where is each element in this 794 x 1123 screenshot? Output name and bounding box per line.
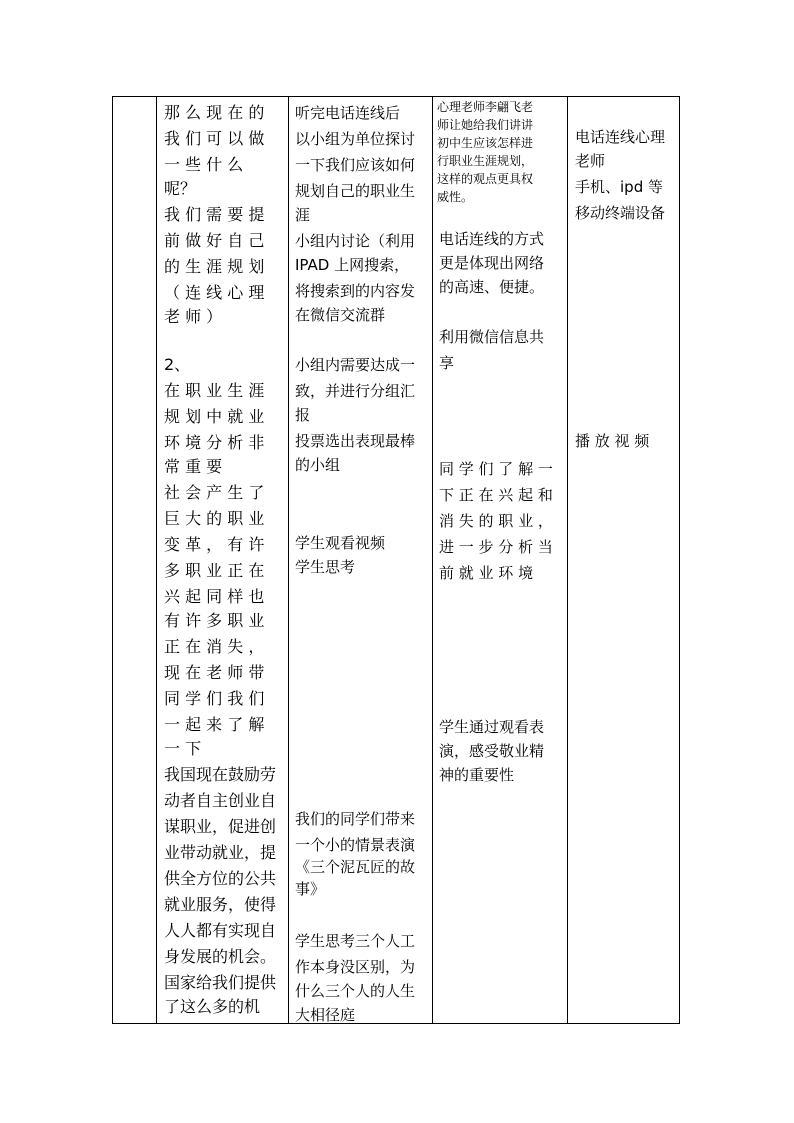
text-line: 小组内讨论（利用 [295,232,416,250]
text-line: 了这么多的机 [164,997,261,1016]
text-line: 业带动就业，提 [164,843,277,862]
text-line: （ 连 线 心 理 [164,283,265,302]
text-line: 听完电话连线后 [295,104,401,122]
text-line: 前 就 业 环 境 [439,564,534,582]
text-line: 演，感受敬业精 [439,742,545,760]
text-line: 多 职 业 正 在 [164,561,265,580]
text-line: 身发展的机会。 [164,947,277,966]
text-line: 规 划 中 就 业 [164,407,265,426]
text-line: 更是体现出网络 [439,254,545,272]
text-line: 正 在 消 失 ， [164,637,265,656]
text-line: 消 失 的 职 业 ， [439,512,553,530]
teacher-activity-cell [157,97,288,1023]
text-line: 动者自主创业自 [164,791,277,810]
text-line: 致，并进行分组汇 [295,382,416,400]
text-line: 报 [295,406,311,424]
text-line: 老 师 ） [164,307,223,326]
text-line: 的小组 [295,456,341,474]
text-line: 进 一 步 分 析 当 [439,538,553,556]
student-activity-cell [289,97,432,1023]
text-line: 巨 大 的 职 业 [164,509,265,528]
text-line: 什么三个人的人生 [295,982,416,1000]
text-line: 手机、ipd 等 [575,178,663,196]
text-line: 电话连线心理 [575,128,666,146]
text-line: 事》 [295,880,326,898]
text-line: 规划自己的职业生 [295,182,416,200]
text-line: 学生思考三个人工 [295,932,416,950]
lesson-plan-table [112,96,680,1024]
text-line: 那 么 现 在 的 [164,103,265,122]
text-line: 一 下 [164,739,202,758]
text-line: 小组内需要达成一 [295,356,416,374]
text-line: 神的重要性 [439,766,515,784]
text-line: 这样的观点更具权 [437,172,534,186]
text-line: 投票选出表现最棒 [295,432,416,450]
text-line: 同 学 们 了 解 一 [439,460,553,478]
text-line: 初中生应该怎样进 [437,136,534,150]
text-line: 大相径庭 [295,1006,356,1023]
text-line: 播 放 视 频 [575,432,650,450]
text-line: 在微信交流群 [295,306,386,324]
text-line: 我国现在鼓励劳 [164,765,277,784]
text-line: 2、 [164,355,191,374]
text-line: 电话连线的方式 [439,230,545,248]
text-line: 利用微信信息共 [439,328,545,346]
text-line: 就业服务，使得 [164,895,277,914]
text-line: 变 革 ， 有 许 [164,535,265,554]
text-line: 享 [439,354,455,372]
text-line: IPAD 上网搜索， [295,256,410,274]
text-line: 前 做 好 自 己 [164,231,265,250]
text-line: 社 会 产 生 了 [164,483,265,502]
text-line: 《三个泥瓦匠的故 [295,858,416,876]
text-line: 现 在 老 师 带 [164,663,265,682]
text-line: 一下我们应该如何 [295,156,416,174]
text-line: 学生通过观看表 [439,718,545,736]
text-line: 环 境 分 析 非 [164,433,265,452]
text-line: 心理老师李翩飞老 [437,100,534,114]
text-line: 涯 [295,206,311,224]
text-line: 移动终端设备 [575,204,666,222]
text-line: 我 们 需 要 提 [164,205,265,224]
text-line: 谋职业，促进创 [164,817,277,836]
text-line: 下 正 在 兴 起 和 [439,486,553,504]
text-line: 作本身没区别，为 [295,958,416,976]
text-line: 的 生 涯 规 划 [164,257,265,276]
design-intent-cell [433,97,567,1023]
text-line: 一 起 来 了 解 [164,715,265,734]
text-line: 的高速、便捷。 [439,278,545,296]
text-line: 有 许 多 职 业 [164,611,265,630]
empty-cell [113,97,156,1023]
text-line: 我 们 可 以 做 [164,129,265,148]
text-line: 同 学 们 我 们 [164,689,265,708]
text-line: 我们的同学们带来 [295,810,416,828]
text-line: 呢？ [164,179,197,198]
text-line: 以小组为单位探讨 [295,130,416,148]
text-line: 兴 起 同 样 也 [164,587,265,606]
text-line: 一个小的情景表演 [295,836,416,854]
text-line: 老师 [575,152,606,170]
text-line: 供全方位的公共 [164,869,277,888]
text-line: 一 些 什 么 [164,155,244,174]
text-line: 学生思考 [295,558,356,576]
text-line: 人人都有实现自 [164,921,277,940]
text-line: 将搜索到的内容发 [295,282,416,300]
text-line: 在 职 业 生 涯 [164,381,265,400]
text-line: 威性。 [437,190,474,204]
media-resource-cell [568,97,680,1023]
text-line: 国家给我们提供 [164,973,277,992]
text-line: 常 重 要 [164,457,223,476]
text-line: 师让她给我们讲讲 [437,118,534,132]
text-line: 学生观看视频 [295,534,386,552]
text-line: 行职业生涯规划， [437,154,534,168]
